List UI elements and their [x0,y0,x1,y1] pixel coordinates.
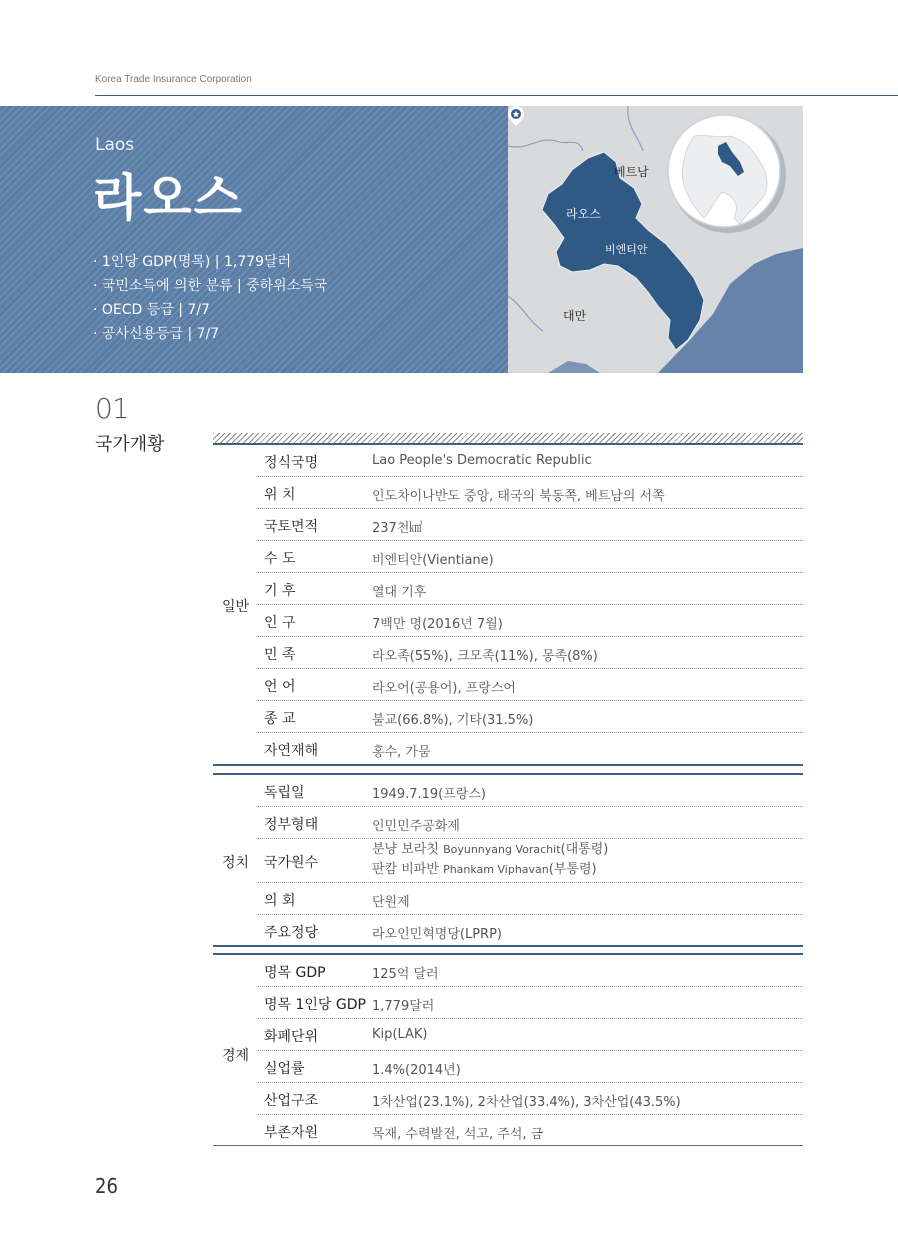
map-graphic [508,106,803,373]
table-row [257,955,803,987]
row-key: 독립일 [264,785,305,801]
group-rule [213,764,803,766]
row-key: 언 어 [264,679,296,695]
row-key: 위 치 [264,487,296,503]
row-key: 명목 1인당 GDP [264,997,366,1013]
group-label-general: 일반 [221,599,250,615]
map-label-vietnam: 베트남 [614,165,649,179]
table-row [257,1115,803,1146]
group-rule [213,945,803,947]
row-value: 인민민주공화제 [372,819,460,834]
row-value: 1.4%(2014년) [372,1063,461,1078]
table-row [257,883,803,915]
map-border-2 [628,106,643,151]
row-key: 산업구조 [264,1093,319,1109]
table-row [257,1051,803,1083]
row-key: 화폐단위 [264,1029,319,1045]
table-row [257,733,803,764]
indicator-ksure-grade: · 공사신용등급 | 7/7 [93,326,220,342]
country-name-kr: 라오스 [93,169,244,227]
row-key: 정식국명 [264,455,319,471]
map-label-capital: 비엔티안 [605,243,648,256]
group-politics [213,773,803,947]
row-value: 7백만 명(2016년 7월) [372,617,503,632]
group-general [213,445,803,765]
group-label-economy: 경제 [221,1048,250,1064]
map-sea-south [548,361,600,373]
row-key: 국토면적 [264,519,319,535]
section-hatch-rule [213,433,803,443]
country-name-en: Laos [95,135,135,155]
table-row [257,445,803,477]
row-value: 열대 기후 [372,585,427,600]
vice-head-of-state-line: 판캄 비파반 Phankam Viphavan(부통령) [372,862,597,877]
row-value: 불교(66.8%), 기타(31.5%) [372,713,534,728]
indicator-income-class: · 국민소득에 의한 분류 | 중하위소득국 [93,278,328,294]
table-row [257,573,803,605]
country-map [508,106,803,373]
row-key: 주요정당 [264,925,319,941]
row-key: 실업률 [264,1061,305,1077]
page-number: 26 [95,1174,118,1198]
group-rule [213,1145,803,1146]
section-title: 국가개황 [95,434,165,455]
row-value: 목재, 수력발전, 석고, 주석, 금 [372,1127,544,1142]
row-value: 라오인민혁명당(LPRP) [372,927,503,942]
row-value: 237천㎢ [372,521,423,536]
row-value: Lao People's Democratic Republic [372,453,592,468]
table-row [257,477,803,509]
table-row [257,1019,803,1051]
head-of-state-line: 분냥 보라칫 Boyunnyang Vorachit(대통령) [372,842,609,857]
key-indicators [93,250,327,346]
table-row [257,509,803,541]
row-key: 인 구 [264,615,296,631]
row-value: 단원제 [372,895,410,910]
table-row [257,669,803,701]
group-economy [213,953,803,1148]
table-row [257,807,803,839]
map-border-1 [508,140,583,151]
indicator-oecd-grade: · OECD 등급 | 7/7 [93,302,210,318]
indicator-gdp-per-capita: · 1인당 GDP(명목) | 1,779달러 [93,254,292,270]
row-value: 1949.7.19(프랑스) [372,787,486,802]
row-key: 명목 GDP [264,965,326,981]
row-value: 1차산업(23.1%), 2차산업(33.4%), 3차산업(43.5%) [372,1095,681,1110]
row-value: 125억 달러 [372,967,439,982]
row-key: 기 후 [264,583,296,599]
row-key: 종 교 [264,711,296,727]
row-value: 1,779달러 [372,999,435,1014]
header-rule [95,95,898,96]
section-number: 01 [95,392,129,425]
row-value [372,840,608,880]
table-row [257,987,803,1019]
row-value: 라오족(55%), 크모족(11%), 몽족(8%) [372,649,598,664]
map-label-laos: 라오스 [566,207,601,221]
capital-pin-icon [508,106,524,126]
row-key: 부존자원 [264,1125,319,1141]
table-row [257,915,803,946]
row-key: 정부형태 [264,817,319,833]
country-banner [0,106,508,373]
row-key: 국가원수 [264,855,319,871]
table-row [257,541,803,573]
group-label-politics: 정치 [221,855,250,871]
row-key: 수 도 [264,551,296,567]
row-key: 의 회 [264,893,296,909]
header-org: Korea Trade Insurance Corporation [95,74,252,85]
table-row [257,637,803,669]
row-value: 라오어(공용어), 프랑스어 [372,681,516,696]
row-value: 인도차이나반도 중앙, 태국의 북동쪽, 베트남의 서쪽 [372,489,665,504]
table-row [257,701,803,733]
row-value: 홍수, 가뭄 [372,745,431,760]
table-row [257,775,803,807]
map-border-3 [508,296,543,331]
table-row [257,839,803,883]
table-row [257,1083,803,1115]
map-label-thailand: 대만 [563,309,587,323]
row-key: 민 족 [264,647,296,663]
row-key: 자연재해 [264,743,319,759]
table-row [257,605,803,637]
row-value: Kip(LAK) [372,1027,428,1042]
row-value: 비엔티안(Vientiane) [372,553,494,568]
